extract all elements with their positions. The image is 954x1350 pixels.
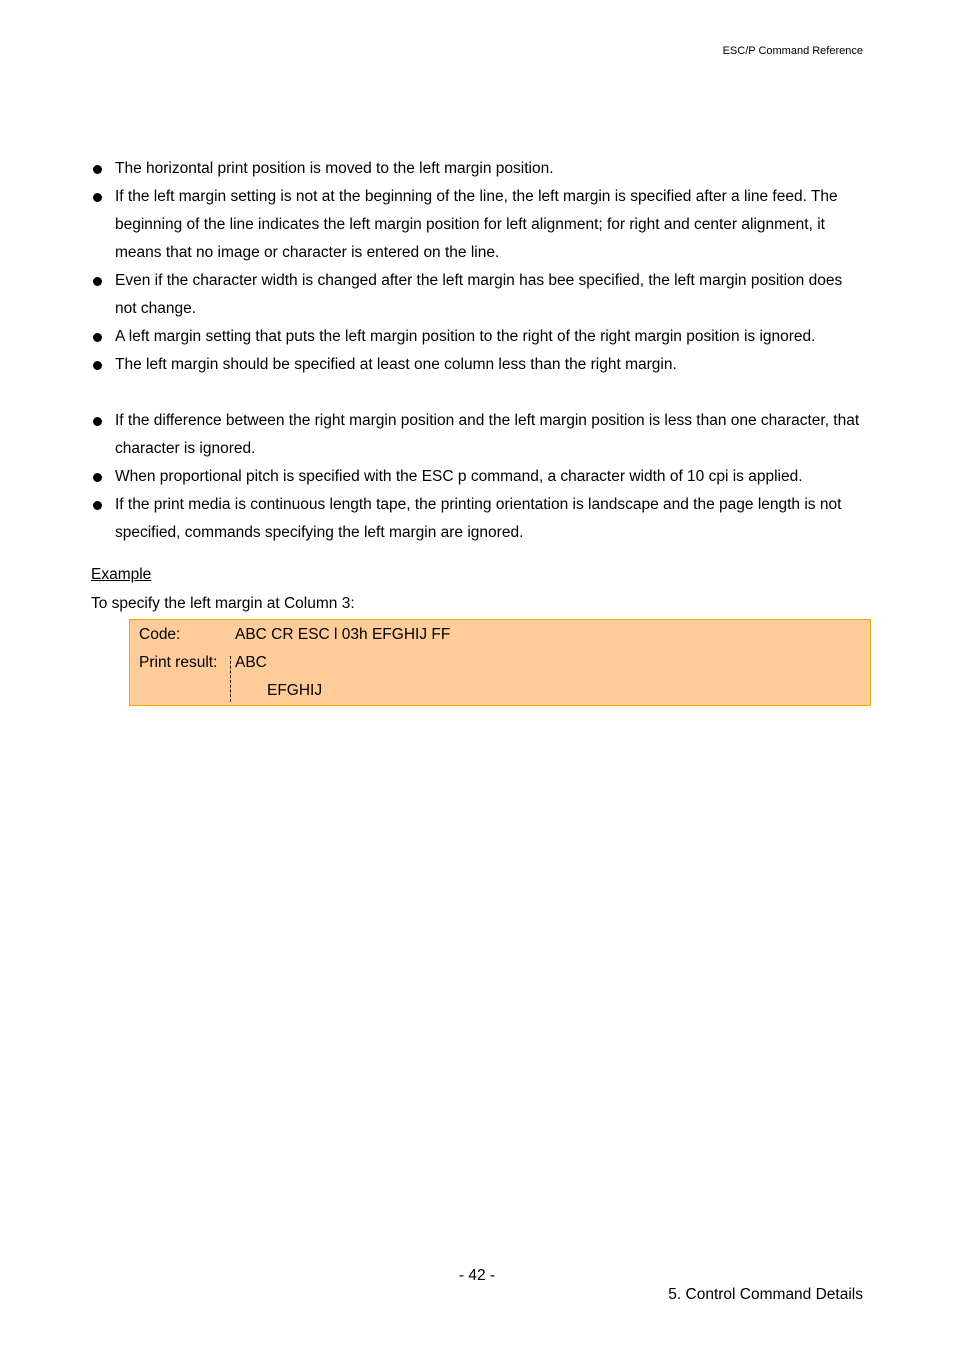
list-item-text: The left margin should be specified at least one column less than the right margin.: [115, 356, 677, 373]
list-item-text: A left margin setting that puts the left margin position to the right of the right margin position is ignored.: [115, 328, 816, 345]
list-item: [91, 407, 866, 463]
example-heading: Example: [91, 566, 152, 583]
bullet-icon: [93, 501, 102, 510]
bullet-icon: [93, 165, 102, 174]
list-item-text: If the left margin setting is not at the beginning of the line, the left margin is specified after a line feed. The beginning of the line indicates the left margin position for left alignment; for right and center alignment, it means that no image or character is entered on the line.: [115, 188, 838, 261]
bullet-icon: [93, 361, 102, 370]
list-item-text: If the difference between the right margin position and the left margin position is less than one character, that character is ignored.: [115, 412, 860, 457]
list-item-text: The horizontal print position is moved to the left margin position.: [115, 160, 554, 177]
example-box: [129, 619, 871, 706]
print-result-line: EFGHIJ: [267, 682, 323, 699]
list-item: [91, 491, 866, 547]
notes-list: [91, 155, 866, 547]
code-label: Code:: [139, 626, 181, 643]
example-intro: To specify the left margin at Column 3:: [91, 595, 355, 612]
page-number: - 42 -: [458, 1267, 496, 1284]
list-item-text: When proportional pitch is specified with the ESC p command, a character width of 10 cpi is applied.: [115, 468, 803, 485]
print-result-label: Print result:: [139, 654, 218, 671]
list-item: [91, 155, 866, 183]
section-footer: 5. Control Command Details: [668, 1286, 863, 1303]
bullet-icon: [93, 417, 102, 426]
bullet-icon: [93, 473, 102, 482]
left-margin-guide: [230, 656, 231, 702]
list-item: [91, 267, 866, 323]
list-item: [91, 351, 866, 379]
bullet-icon: [93, 333, 102, 342]
bullet-icon: [93, 193, 102, 202]
list-item: [91, 183, 866, 267]
print-result-line: ABC: [235, 654, 267, 671]
list-item: [91, 463, 866, 491]
bullet-icon: [93, 277, 102, 286]
list-item: [91, 323, 866, 351]
running-header: ESC/P Command Reference: [722, 45, 863, 57]
list-item-text: If the print media is continuous length tape, the printing orientation is landscape and the page length is not specified, commands specifying the left margin are ignored.: [115, 496, 842, 541]
list-item-text: Even if the character width is changed after the left margin has bee specified, the left margin position does not change.: [115, 272, 843, 317]
code-value: ABC CR ESC l 03h EFGHIJ FF: [235, 626, 451, 643]
